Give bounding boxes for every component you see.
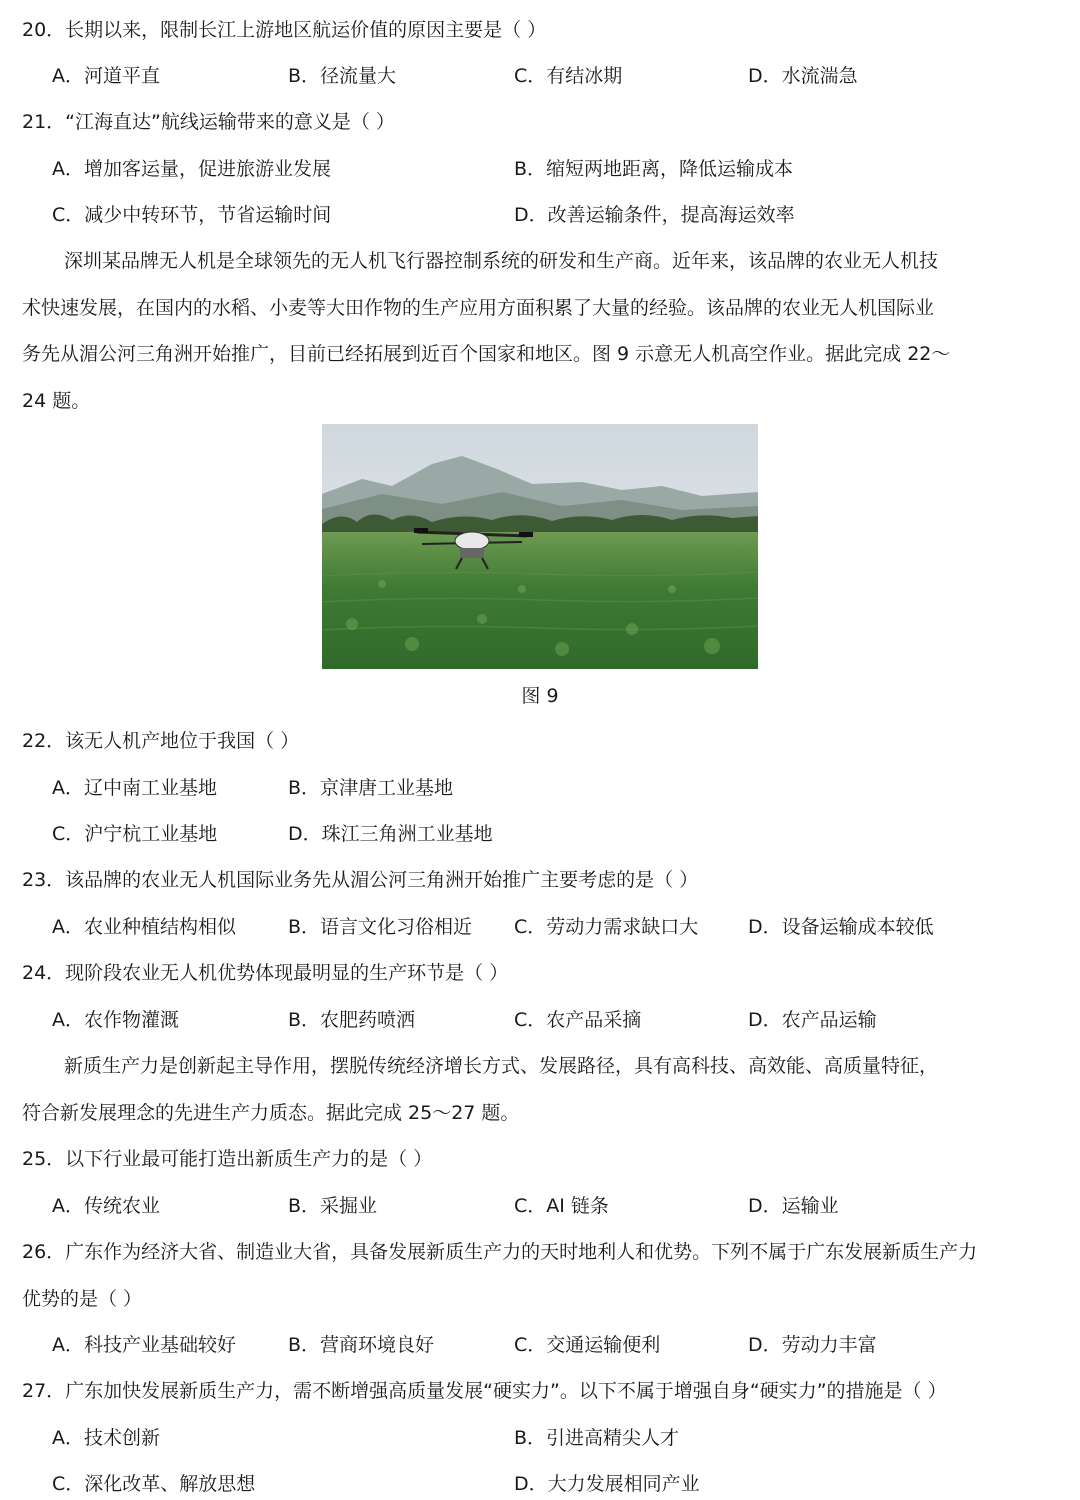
passage2-line-2: 符合新发展理念的先进生产力质态。据此完成 25～27 题。 [22, 1102, 520, 1124]
q27-option-d: D．大力发展相同产业 [514, 1473, 700, 1495]
passage1-line-4: 24 题。 [22, 390, 91, 412]
question-20-stem: 20．长期以来，限制长江上游地区航运价值的原因主要是（ ） [22, 19, 547, 41]
q20-option-d: D．水流湍急 [748, 65, 858, 87]
drone-field-photo [322, 424, 758, 669]
q21-option-b: B．缩短两地距离，降低运输成本 [514, 158, 794, 180]
figure-caption: 图 9 [521, 685, 559, 707]
question-25-stem: 25．以下行业最可能打造出新质生产力的是（ ） [22, 1148, 433, 1170]
q26-option-a: A．科技产业基础较好 [52, 1334, 236, 1356]
q27-option-c: C．深化改革、解放思想 [52, 1473, 256, 1495]
q24-option-c: C．农产品采摘 [514, 1009, 642, 1031]
q25-option-c: C．AI 链条 [514, 1195, 609, 1217]
passage1-line-3: 务先从湄公河三角洲开始推广，目前已经拓展到近百个国家和地区。图 9 示意无人机高空作业。据此完成 22～ [22, 343, 951, 365]
question-26-stem-line-1: 26．广东作为经济大省、制造业大省，具备发展新质生产力的天时地利人和优势。下列不属于广东发展新质生产力 [22, 1241, 978, 1263]
q20-option-a: A．河道平直 [52, 65, 160, 87]
q24-option-b: B．农肥药喷洒 [288, 1009, 416, 1031]
q26-option-c: C．交通运输便利 [514, 1334, 661, 1356]
passage2-line-1: 新质生产力是创新起主导作用，摆脱传统经济增长方式、发展路径，具有高科技、高效能、高质量特征， [64, 1055, 939, 1077]
question-26-stem-line-2: 优势的是（ ） [22, 1288, 143, 1310]
q22-option-c: C．沪宁杭工业基地 [52, 823, 218, 845]
question-23-stem: 23．该品牌的农业无人机国际业务先从湄公河三角洲开始推广主要考虑的是（ ） [22, 869, 699, 891]
passage1-line-1: 深圳某品牌无人机是全球领先的无人机飞行器控制系统的研发和生产商。近年来，该品牌的农业无人机技 [64, 250, 939, 272]
q20-option-b: B．径流量大 [288, 65, 397, 87]
q20-option-c: C．有结冰期 [514, 65, 623, 87]
q21-option-a: A．增加客运量，促进旅游业发展 [52, 158, 331, 180]
q23-option-d: D．设备运输成本较低 [748, 916, 934, 938]
q22-option-a: A．辽中南工业基地 [52, 777, 217, 799]
q27-option-a: A．技术创新 [52, 1427, 160, 1449]
q24-option-d: D．农产品运输 [748, 1009, 877, 1031]
q25-option-a: A．传统农业 [52, 1195, 160, 1217]
question-21-stem: 21．“江海直达”航线运输带来的意义是（ ） [22, 111, 395, 133]
q22-option-b: B．京津唐工业基地 [288, 777, 454, 799]
q21-option-d: D．改善运输条件，提高海运效率 [514, 204, 795, 226]
q26-option-b: B．营商环境良好 [288, 1334, 435, 1356]
q27-option-b: B．引进高精尖人才 [514, 1427, 680, 1449]
q21-option-c: C．减少中转环节，节省运输时间 [52, 204, 332, 226]
q25-option-d: D．运输业 [748, 1195, 839, 1217]
q22-option-d: D．珠江三角洲工业基地 [288, 823, 493, 845]
question-27-stem: 27．广东加快发展新质生产力，需不断增强高质量发展“硬实力”。以下不属于增强自身“硬实力”的措施是（ ） [22, 1380, 947, 1402]
drone-field-illustration [322, 424, 758, 669]
q23-option-c: C．劳动力需求缺口大 [514, 916, 699, 938]
q25-option-b: B．采掘业 [288, 1195, 378, 1217]
q23-option-b: B．语言文化习俗相近 [288, 916, 473, 938]
passage1-line-2: 术快速发展，在国内的水稻、小麦等大田作物的生产应用方面积累了大量的经验。该品牌的农业无人机国际业 [22, 297, 935, 319]
question-22-stem: 22．该无人机产地位于我国（ ） [22, 730, 300, 752]
q26-option-d: D．劳动力丰富 [748, 1334, 877, 1356]
q23-option-a: A．农业种植结构相似 [52, 916, 236, 938]
q24-option-a: A．农作物灌溉 [52, 1009, 179, 1031]
question-24-stem: 24．现阶段农业无人机优势体现最明显的生产环节是（ ） [22, 962, 509, 984]
